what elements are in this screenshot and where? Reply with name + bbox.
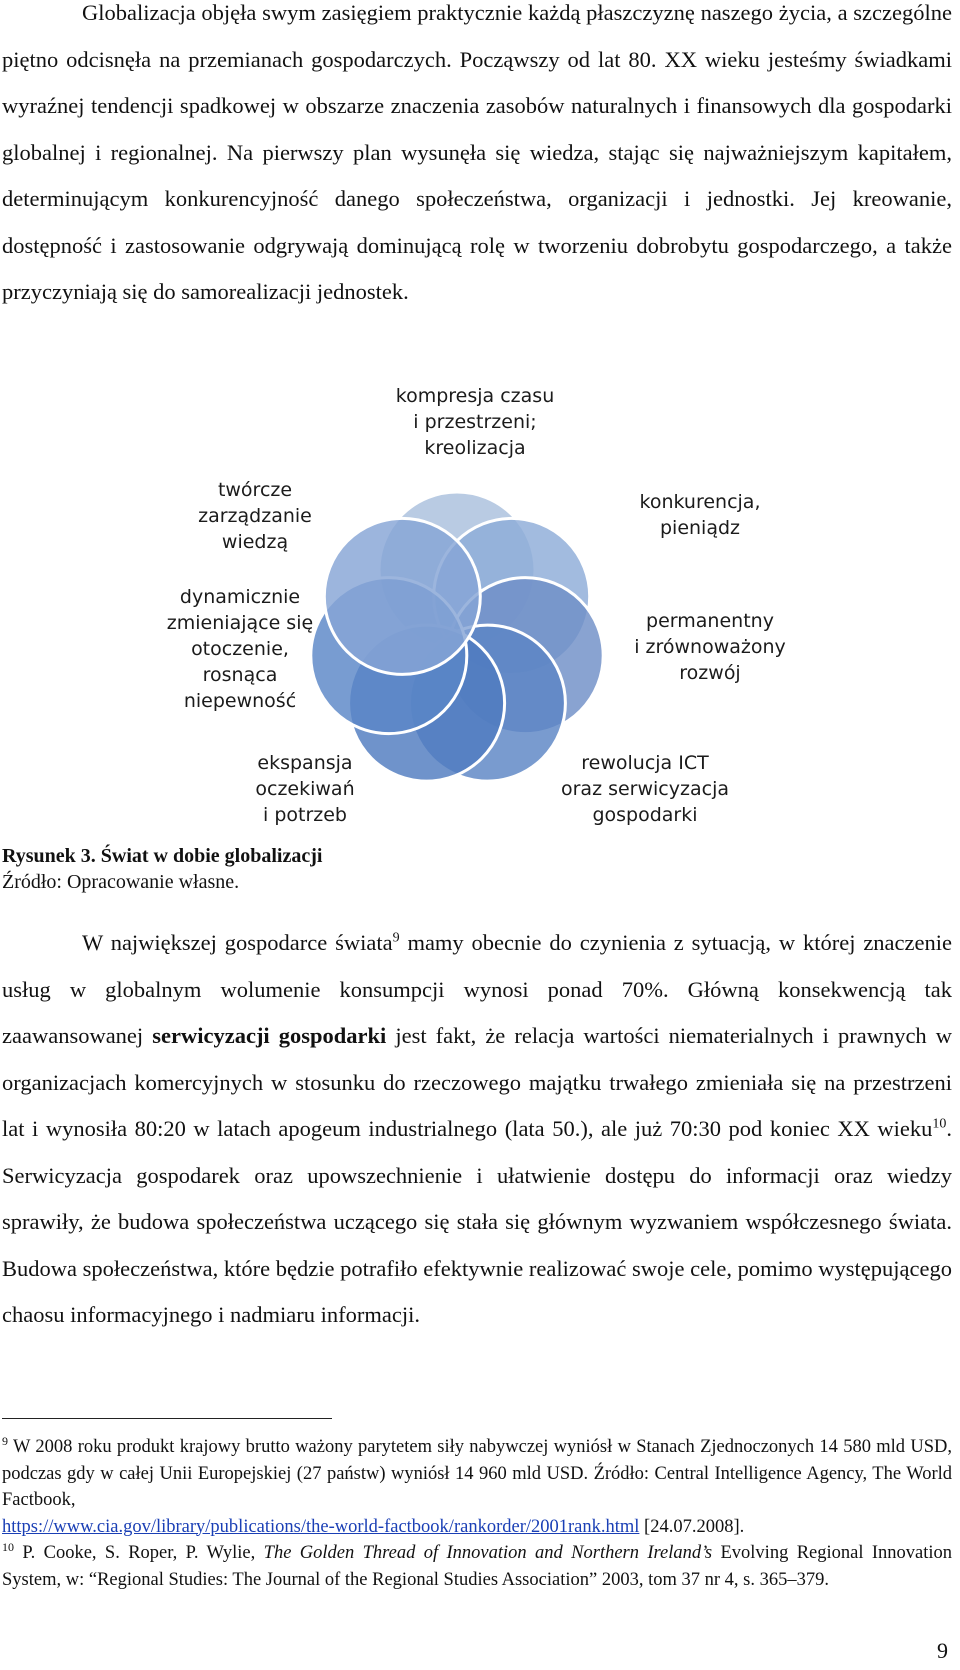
label-rozwoj: permanentny i zrównoważony rozwój bbox=[634, 610, 786, 684]
intro-paragraph-text: Globalizacja objęła swym zasięgiem praktycznie każdą płaszczyznę naszego życia, a szczególne piętno odcisnęła na przemianach gospodarczych. Począwszy od lat 80. XX wieku jesteśmy świadkami wyraźnej tendencji spadkowej w obszarze znaczenia zasobów naturalnych i finansowych dla gospodarki globalnej i regionalnej. Na pierwszy plan wysunęła się wiedza, stając się najważniejszym kapitałem, determinującym konkurencyjność danego społeczeństwa, organizacji i jednostki. Jej kreowanie, dostępność i zastosowanie odgrywają dominującą rolę w tworzeniu dobrobytu gospodarczego, a także przyczyniają się do samorealizacji jednostek. bbox=[2, 0, 952, 304]
footnote-10-title: The Golden Thread of Innovation and Northern Ireland’s bbox=[263, 1543, 713, 1563]
label-ekspansja: ekspansja oczekiwań i potrzeb bbox=[255, 752, 355, 826]
footnote-ref-9[interactable]: 9 bbox=[392, 930, 400, 946]
footnote-9 bbox=[2, 1434, 952, 1540]
label-zarzadzanie: twórcze zarządzanie wiedzą bbox=[198, 479, 312, 553]
page-number: 9 bbox=[937, 1638, 948, 1663]
footnote-10 bbox=[2, 1540, 952, 1593]
footnote-10-number: 10 bbox=[2, 1539, 14, 1554]
footnote-9-date: [24.07.2008]. bbox=[639, 1516, 745, 1537]
label-kompresja: kompresja czasu i przestrzeni; kreolizacja bbox=[395, 385, 555, 459]
petal-circle bbox=[324, 518, 480, 674]
p2-part2: mamy obecnie do czynienia z sytuacją, w której znaczenie usług w globalnym wolumenie konsumpcji wynosi ponad 70%. Główną konsekwencją tak zaawansowanej bbox=[2, 930, 952, 1048]
figure-caption-title: Rysunek 3. Świat w dobie globalizacji bbox=[2, 845, 323, 867]
p2-part4: . Serwicyzacja gospodarek oraz upowszechnienie i ułatwienie dostępu do informacji oraz wiedzy sprawiły, że budowa społeczeństwa uczącego się stała się głównym wyzwaniem współczesnego świata. Budowa społeczeństwa, które będzie potrafiło efektywnie realizować swoje cele, pomimo występującego chaosu informacyjnego i nadmiaru informacji. bbox=[2, 1116, 952, 1327]
p2-part3: jest fakt, że relacja wartości niematerialnych i prawnych w organizacjach komercyjnych w stosunku do rzeczowego majątku trwałego zmieniała się na przestrzeni lat i wynosiła 80:20 w latach apogeum industrialnego (lata 50.), ale już 70:30 pod koniec XX wieku bbox=[2, 1023, 952, 1141]
label-konkurencja: konkurencja, pieniądz bbox=[639, 491, 761, 539]
label-rewolucja-ict: rewolucja ICT oraz serwicyzacja gospodarki bbox=[561, 752, 729, 826]
footnote-9-number: 9 bbox=[2, 1433, 8, 1448]
footnote-9-link[interactable]: https://www.cia.gov/library/publications/the-world-factbook/rankorder/2001rank.html bbox=[2, 1516, 640, 1537]
services-paragraph bbox=[2, 920, 952, 1339]
figure-caption-source: Źródło: Opracowanie własne. bbox=[2, 871, 240, 893]
petal-group bbox=[311, 492, 603, 781]
label-otoczenie: dynamicznie zmieniające się otoczenie, rosnąca niepewność bbox=[166, 586, 314, 712]
p2-bold-term: serwicyzacji gospodarki bbox=[152, 1023, 387, 1048]
footnote-divider bbox=[2, 1418, 332, 1419]
footnote-10-rest: Evolving Regional Innovation System, w: “Regional Studies: The Journal of the Regional Studies Association” 2003, tom 37 nr 4, s. 365–379. bbox=[2, 1543, 953, 1590]
footnote-10-authors: P. Cooke, S. Roper, P. Wylie, bbox=[14, 1543, 264, 1563]
p2-part1: W największej gospodarce świata bbox=[82, 930, 393, 955]
footnote-9-text: W 2008 roku produkt krajowy brutto ważony parytetem siły nabywczej wyniósł w Stanach Zjednoczonych 14 580 mld USD, podczas gdy w całej Unii Europejskiej (27 państw) wyniósł 14 960 mld USD. Źródło: Central Intelligence Agency, The World Factbook, bbox=[2, 1437, 952, 1510]
footnote-ref-10[interactable]: 10 bbox=[932, 1116, 947, 1132]
